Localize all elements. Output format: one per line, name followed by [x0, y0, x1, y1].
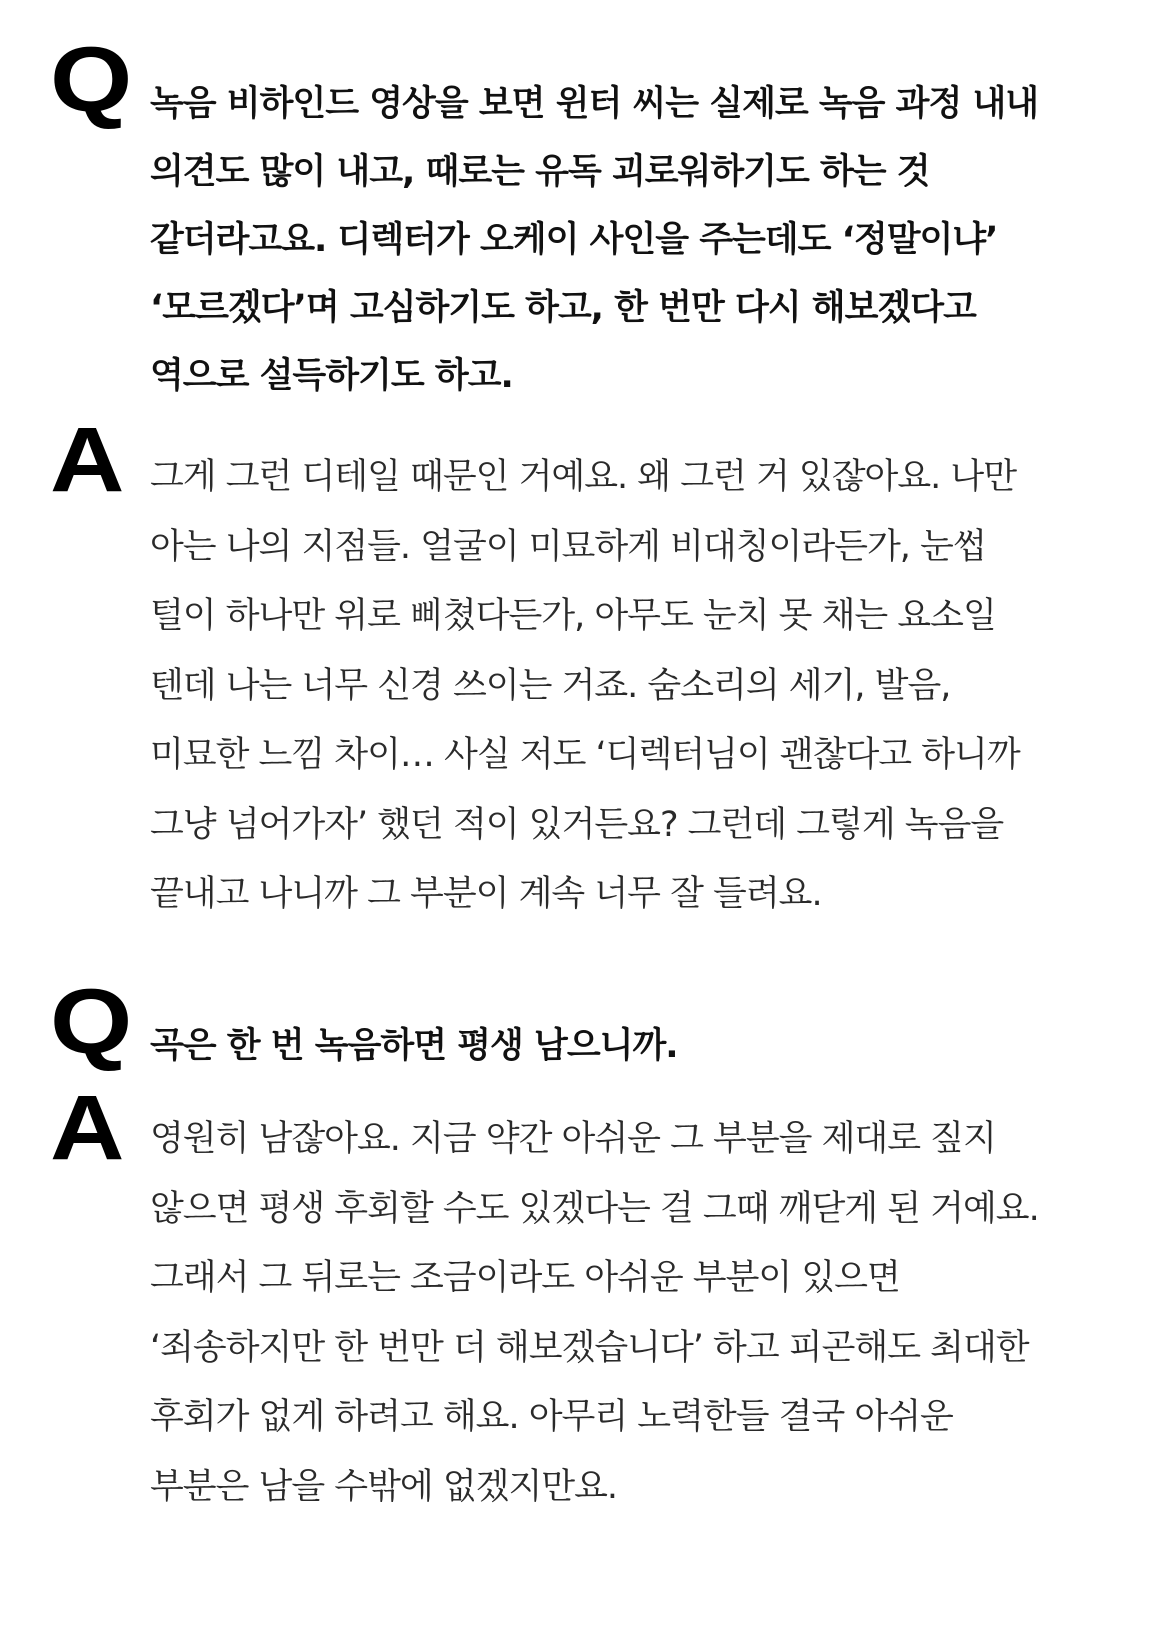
answer-text: 영원히 남잖아요. 지금 약간 아쉬운 그 부분을 제대로 짚지 않으면 평생 후회할 수도 있겠다는 걸 그때 깨닫게 된 거예요. 그래서 그 뒤로는 조금이라도 아쉬운 부분이 있으면 ‘죄송하지만 한 번만 더 해보겠습니다’ 하고 피곤해도 최대한 후회가 없게 하려고 해요. 아무리 노력한들 결국 아쉬운 부분은 남을 수밖에 없겠지만요. — [150, 1119, 1039, 1507]
question-marker: Q — [50, 29, 130, 131]
answer-marker: A — [50, 1077, 123, 1179]
answer-text: 그게 그런 디테일 때문인 거예요. 왜 그런 거 있잖아요. 나만 아는 나의 지점들. 얼굴이 미묘하게 비대칭이라든가, 눈썹 털이 하나만 위로 삐쳤다든가, 아무도 눈치 못 채는 요소일 텐데 나는 너무 신경 쓰이는 거죠. 숨소리의 세기, 발음, 미묘한 느낌 차이… 사실 저도 ‘디렉터님이 괜찮다고 하니까 그냥 넘어가자’ 했던 적이 있거든요? 그런데 그렇게 녹음을 끝내고 나니까 그 부분이 계속 너무 잘 들려요. — [150, 457, 1020, 914]
question-text: 곡은 한 번 녹음하면 평생 남으니까. — [150, 1026, 678, 1066]
answer-marker: A — [50, 409, 123, 511]
question-text: 녹음 비하인드 영상을 보면 윈터 씨는 실제로 녹음 과정 내내 의견도 많이 내고, 때로는 유독 괴로워하기도 하는 것 같더라고요. 디렉터가 오케이 사인을 주는데도 ‘정말이냐’ ‘모르겠다’며 고심하기도 하고, 한 번만 다시 해보겠다고 역으로 설득하기도 하고. — [150, 84, 1039, 396]
question-marker: Q — [50, 971, 130, 1073]
